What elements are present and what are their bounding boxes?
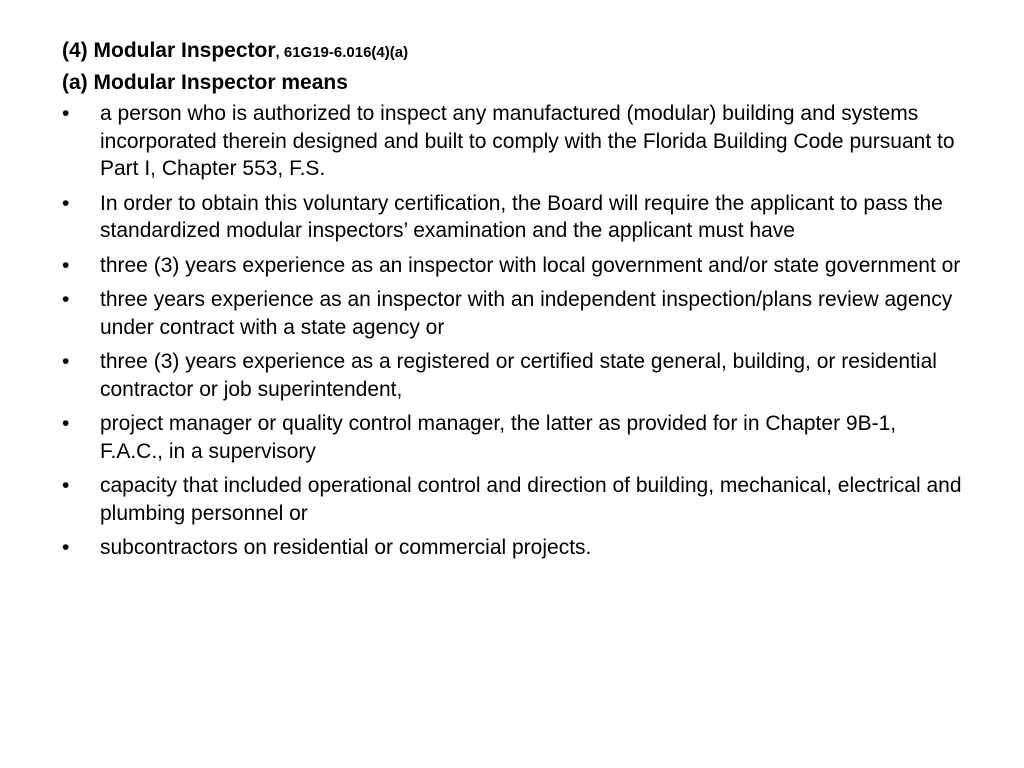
slide-title [62, 36, 962, 68]
list-item-text: project manager or quality control manager, the latter as provided for in Chapter 9B-1, F.A.C., in a supervisory [100, 412, 897, 463]
list-item-text: three years experience as an inspector with an independent inspection/plans review agency under contract with a state agency or [100, 288, 953, 339]
title-citation: , 61G19-6.016(4)(a) [275, 44, 409, 61]
title-main: (4) Modular Inspector [62, 39, 276, 62]
list-item-text: In order to obtain this voluntary certification, the Board will require the applicant to pass the standardized modular inspectors’ examination and the applicant must have [100, 191, 943, 242]
list-item [62, 252, 962, 280]
list-item-text: three (3) years experience as a registered or certified state general, building, or residential contractor or job superintendent, [100, 350, 937, 401]
list-item [62, 472, 962, 527]
bullet-icon: • [62, 412, 70, 435]
list-item [62, 190, 962, 245]
bullet-icon: • [62, 191, 70, 215]
bullet-icon: • [62, 253, 70, 277]
bullet-icon: • [62, 536, 70, 559]
bullet-icon: • [62, 350, 70, 373]
list-item [62, 534, 962, 562]
bullet-icon: • [62, 288, 70, 311]
list-item [62, 286, 962, 341]
bullet-icon: • [62, 474, 70, 497]
bullet-list [62, 100, 962, 562]
slide-content [62, 36, 962, 569]
list-item [62, 348, 962, 403]
list-item [62, 410, 962, 465]
list-item [62, 100, 962, 183]
list-item-text: three (3) years experience as an inspector with local government and/or state government or [100, 253, 961, 277]
list-item-text: subcontractors on residential or commercial projects. [100, 536, 592, 559]
list-item-text: a person who is authorized to inspect any manufactured (modular) building and systems incorporated therein designed and built to comply with the Florida Building Code pursuant to Part I, Chapter 553, F.S. [100, 102, 955, 180]
list-item-text: capacity that included operational control and direction of building, mechanical, electrical and plumbing personnel or [100, 474, 962, 525]
bullet-icon: • [62, 102, 70, 125]
subheading: (a) Modular Inspector means [62, 71, 348, 94]
